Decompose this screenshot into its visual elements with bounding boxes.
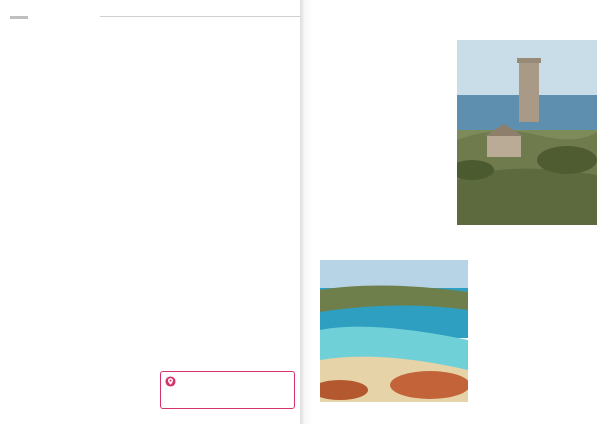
beach-photo — [320, 260, 468, 402]
beach-photo-image — [320, 260, 468, 402]
column-a — [8, 44, 148, 54]
title-rule — [100, 16, 300, 17]
location-pin-icon — [165, 376, 176, 387]
tower-photo-image — [457, 40, 597, 225]
title-accent — [10, 16, 28, 19]
tower-photo — [457, 40, 597, 225]
address-callout — [160, 371, 295, 409]
book-gutter — [300, 0, 312, 424]
chapter-9 — [340, 42, 452, 54]
right-page — [312, 0, 600, 424]
chapter-title — [340, 45, 452, 54]
